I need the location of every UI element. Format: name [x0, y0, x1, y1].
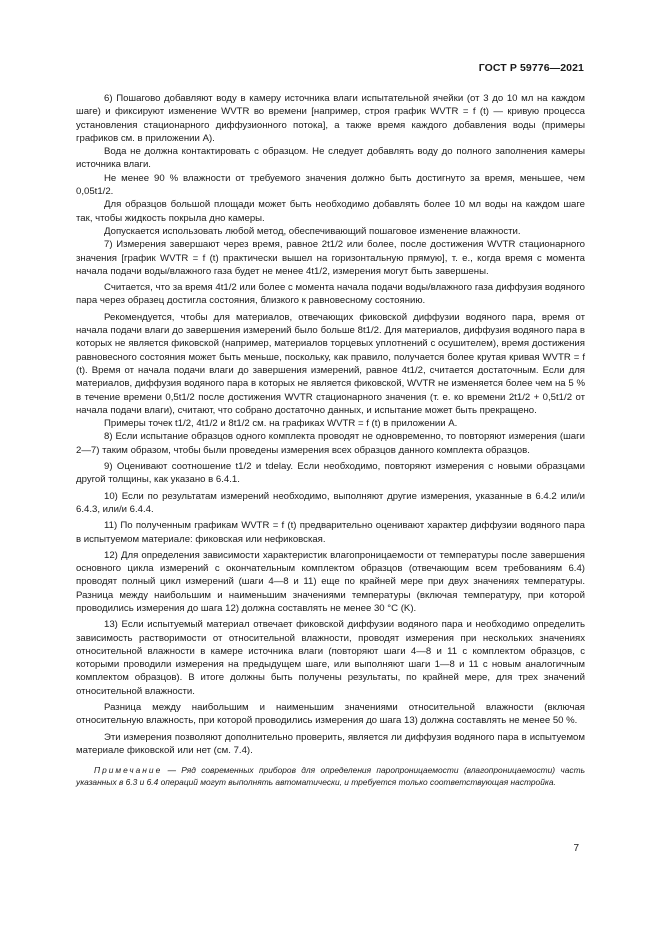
paragraph: 9) Оценивают соотношение t1/2 и tdelay. Если необходимо, повторяют измерения с новыми образцами другой толщины, как указано в 6.4.1. — [76, 461, 585, 486]
page-number: 7 — [573, 843, 579, 854]
note-text: — Ряд современных приборов для определения паропроницаемости (влагопроницаемости) часть указанных в 6.3 и 6.4 операций могут выполнять автоматически, и требуется только соответствующая настройка. — [76, 765, 585, 788]
paragraph: 12) Для определения зависимости характеристик влагопроницаемости от температуры после завершения основного цикла измерений с окончательным комплектом образцов (отвечающим всем требованиям 6.4) проводят полный цикл измерений (шаги 4—8 и 11) еще по крайней мере при двух значениях температуры. Разница между наибольшим и наименьшим значениями температуры (включая температуру, при которой проводились измерения до шага 12) должна составлять не менее 30 °С (K). — [76, 549, 585, 614]
paragraph: Вода не должна контактировать с образцом. Не следует добавлять воду до полного заполнения камеры источника влаги. — [76, 146, 585, 171]
paragraph: 10) Если по результатам измерений необходимо, выполняют другие измерения, указанные в 6.4.2 или/и 6.4.3, или/и 6.4.4. — [76, 490, 585, 515]
paragraph: 8) Если испытание образцов одного комплекта проводят не одновременно, то повторяют измерения (шаги 2—7) таким образом, чтобы были проведены измерения всех образцов данного комплекта образцов. — [76, 431, 585, 456]
paragraph: 7) Измерения завершают через время, равное 2t1/2 или более, после достижения WVTR стационарного значения [график WVTR = f (t) практически вышел на горизонтальную прямую], т. е., когда время с момента начала подачи воды/влажного газа будет не менее 4t1/2, измерения могут быть завершены. — [76, 239, 585, 277]
paragraph: Не менее 90 % влажности от требуемого значения должно быть достигнуто за время, меньшее, чем 0,05t1/2. — [76, 172, 585, 198]
paragraph: Примеры точек t1/2, 4t1/2 и 8t1/2 см. на графиках WVTR = f (t) в приложении А. — [104, 418, 458, 430]
paragraph: 6) Пошагово добавляют воду в камеру источника влаги испытательной ячейки (от 3 до 10 мл на каждом шаге) и фиксируют изменение WVTR во времени [например, строя график WVTR = f (t) — кривую процесса установления стационарного диффузионного потока], а также время каждого добавления воды (примеры графиков см. в приложении А). — [76, 93, 585, 144]
paragraph: Рекомендуется, чтобы для материалов, отвечающих фиковской диффузии водяного пара, время от начала подачи влаги до завершения измерений было больше 8t1/2. Для материалов, диффузия водяного пара в которых не является фиковской (например, материалов торцевых уплотнений с осушителем), время достижения равновесного состояния может быть меньше, поскольку, как правило, получается более крутая кривая WVTR = f (t). Время от начала подачи влаги до завершения измерений, равное 4t1/2, считается достаточным. Если для материалов, диффузия водяного пара в которых не является фиковской, WVTR не изменяется более чем на 5 % в течение времени 0,5t1/2 после достижения WVTR стационарного значения (т. е. ко времени 2t1/2 + 0,5t1/2 от начала подачи влаги), считают, что собрано достаточно данных, и испытание может быть прекращено. — [76, 311, 585, 416]
paragraph: 13) Если испытуемый материал отвечает фиковской диффузии водяного пара и необходимо определить зависимость растворимости от относительной влажности, проводят измерения при нескольких значениях относительной влажности в камере источника влаги (повторяют шаги 4—8 и 11 с комплектом образцов, с которыми проводили измерения на предыдущем шаге, или выполняют шаги 1—8 и 11 с новым аналогичным комплектом образцов). В итоге должны быть получены результаты, по крайней мере, для трех значений относительной влажности. — [76, 619, 585, 697]
note — [76, 764, 585, 788]
paragraph: Разница между наибольшим и наименьшим значениями относительной влажности (включая относительную влажность, при которой проводились измерения до шага 13) должна составлять не менее 50 %. — [76, 702, 585, 727]
note-label: Примечание — [94, 765, 163, 776]
document-standard-number: ГОСТ Р 59776—2021 — [478, 62, 584, 74]
paragraph: Для образцов большой площади может быть необходимо добавлять более 10 мл воды на каждом шаге так, чтобы жидкость покрыла дно камеры. — [76, 199, 585, 224]
paragraph: Считается, что за время 4t1/2 или более с момента начала подачи воды/влажного газа диффузия водяного пара через образец достигла состояния, близкого к равновесному состоянию. — [76, 282, 585, 307]
paragraph: Допускается использовать любой метод, обеспечивающий пошаговое изменение влажности. — [104, 225, 521, 237]
paragraph: Эти измерения позволяют дополнительно проверить, является ли диффузия водяного пара в испытуемом материале фиковской или нет (см. 7.4). — [76, 731, 585, 756]
document-body — [76, 92, 585, 788]
paragraph: 11) По полученным графикам WVTR = f (t) предварительно оценивают характер диффузии водяного пара в испытуемом материале: фиковская или нефиковская. — [76, 520, 585, 545]
